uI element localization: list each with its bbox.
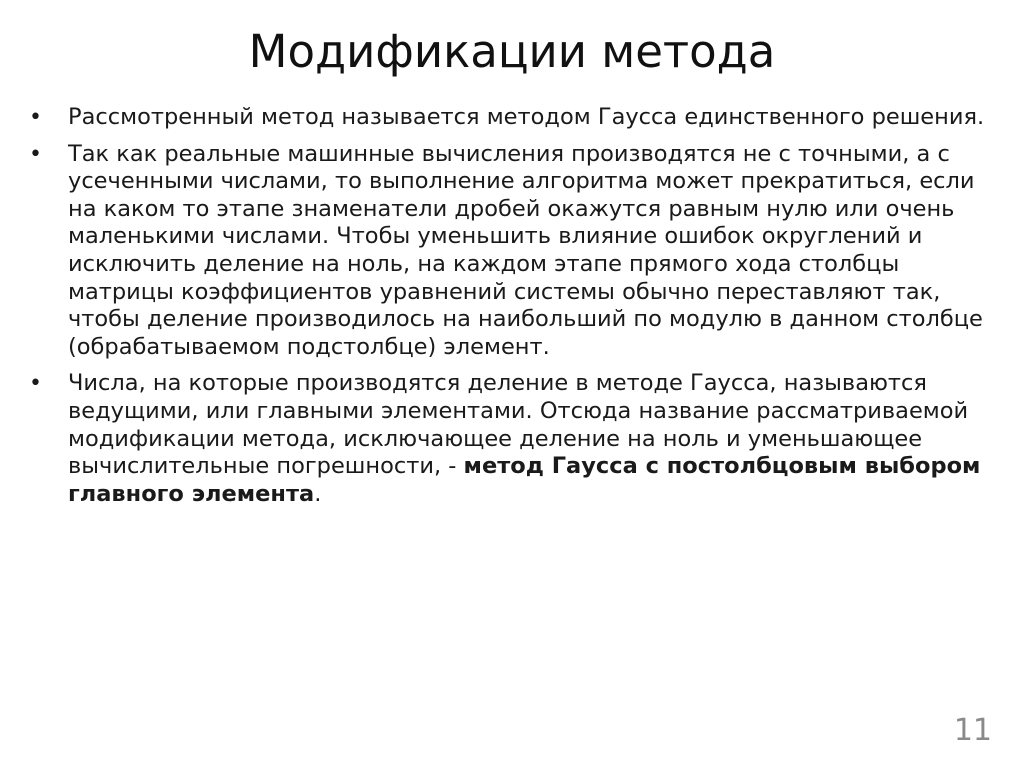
bullet-tail: .	[314, 480, 322, 507]
bold-term: метод Гаусса с постолбцовым выбором главного элемента	[68, 453, 981, 507]
bullet-marker: •	[29, 371, 42, 397]
bullet-item-1	[29, 104, 989, 132]
page-number: 11	[953, 713, 992, 748]
bullet-text: Числа, на которые производятся деление в методе Гаусса, называются ведущими, или главными элементами. Отсюда название рассматриваемой модификации метода, исключающее деление на ноль и уменьшающее вычислительные погрешности, -	[68, 370, 969, 480]
bullet-item-3	[29, 370, 989, 508]
slide-title: Модификации метода	[248, 25, 776, 78]
bullet-list	[29, 104, 989, 517]
bullet-text: Рассмотренный метод называется методом Гаусса единственного решения.	[68, 104, 985, 130]
bullet-item-2	[29, 141, 989, 362]
bullet-marker: •	[29, 105, 42, 130]
bullet-text: Так как реальные машинные вычисления производятся не с точными, а с усеченными числами, то выполнение алгоритма может прекратиться, если на каком то этапе знаменатели дробей окажутся равным нулю или очень маленькими числами. Чтобы уменьшить влияние ошибок округлений и исключить деление на ноль, на каждом этапе прямого хода столбцы матрицы коэффициентов уравнений системы обычно переставляют так, чтобы деление производилось на наибольший по модулю в данном столбце (обрабатываемом подстолбце) элемент.	[68, 140, 983, 360]
bullet-marker: •	[29, 141, 42, 167]
